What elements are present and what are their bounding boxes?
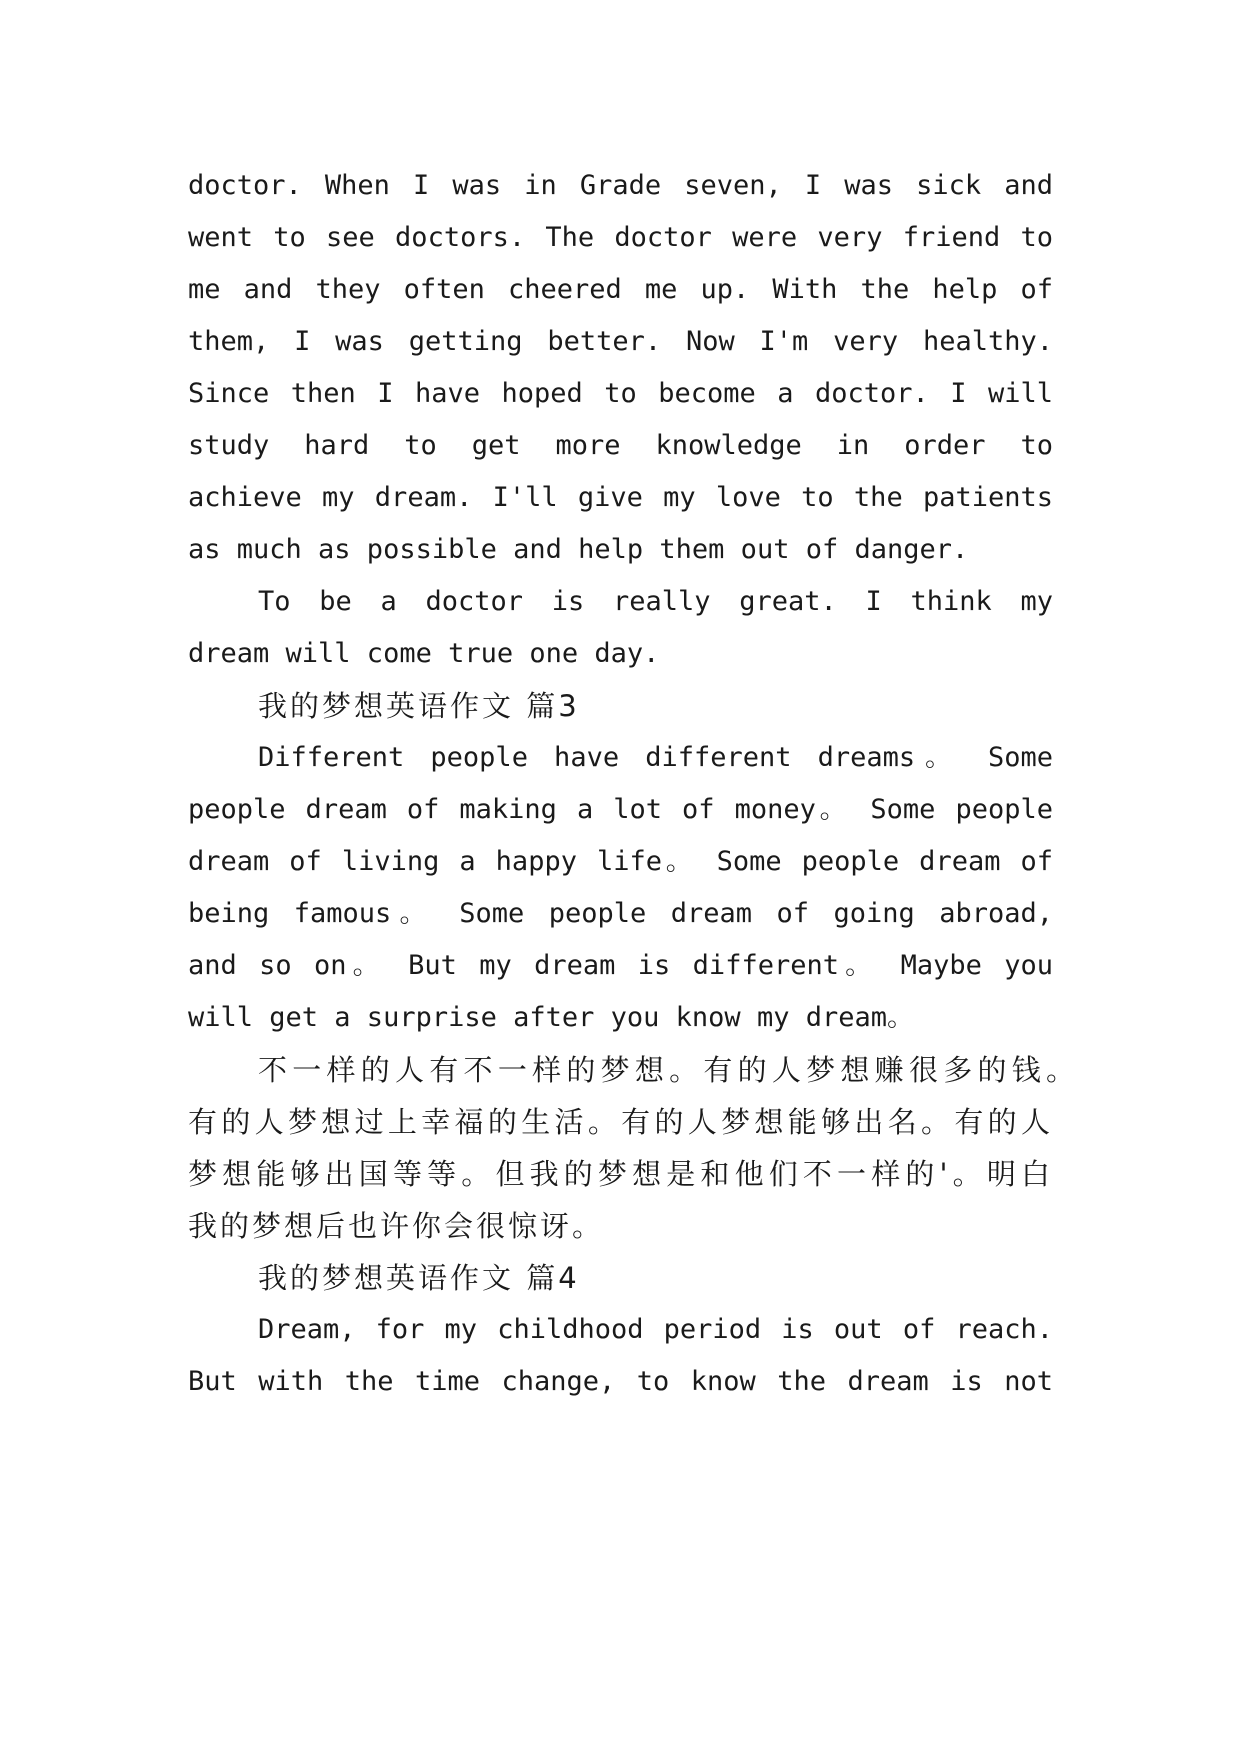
text-line: being famous。 Some people dream of going abroad, — [188, 898, 1053, 929]
text-line: 我的梦想后也许你会很惊讶。 — [188, 1209, 605, 1243]
text-line: me and they often cheered me up. With the help of — [188, 274, 1053, 305]
text-line: Dream, for my childhood period is out of reach. — [258, 1314, 1053, 1345]
text-line: achieve my dream. I'll give my love to the patients — [188, 482, 1053, 513]
text-line: Different people have different dreams。 Some — [258, 742, 1053, 773]
text-line: 有的人梦想过上幸福的生活。有的人梦想能够出名。有的人 — [188, 1105, 1053, 1139]
text-line: dream will come true one day. — [188, 638, 660, 669]
text-line: study hard to get more knowledge in order to — [188, 430, 1053, 461]
text-line: as much as possible and help them out of danger. — [188, 534, 969, 565]
text-line: dream of living a happy life。 Some people dream of — [188, 846, 1053, 877]
text-line: doctor. When I was in Grade seven, I was sick and — [188, 170, 1053, 201]
text-line: people dream of making a lot of money。 Some people — [188, 794, 1053, 825]
text-line: them, I was getting better. Now I'm very healthy. — [188, 326, 1053, 357]
text-line: To be a doctor is really great. I think my — [258, 586, 1053, 617]
text-line: and so on。 But my dream is different。 Maybe you — [188, 950, 1053, 981]
section-heading: 我的梦想英语作文 篇3 — [258, 689, 580, 723]
text-line: But with the time change, to know the dream is not — [188, 1366, 1053, 1397]
text-line: 梦想能够出国等等。但我的梦想是和他们不一样的'。明白 — [188, 1157, 1053, 1191]
section-heading: 我的梦想英语作文 篇4 — [258, 1261, 580, 1295]
text-line: went to see doctors. The doctor were very friend to — [188, 222, 1053, 253]
text-line: 不一样的人有不一样的梦想。有的人梦想赚很多的钱。 — [258, 1053, 1078, 1087]
text-line: will get a surprise after you know my dream。 — [188, 1002, 914, 1033]
text-line: Since then I have hoped to become a doctor. I will — [188, 378, 1053, 409]
